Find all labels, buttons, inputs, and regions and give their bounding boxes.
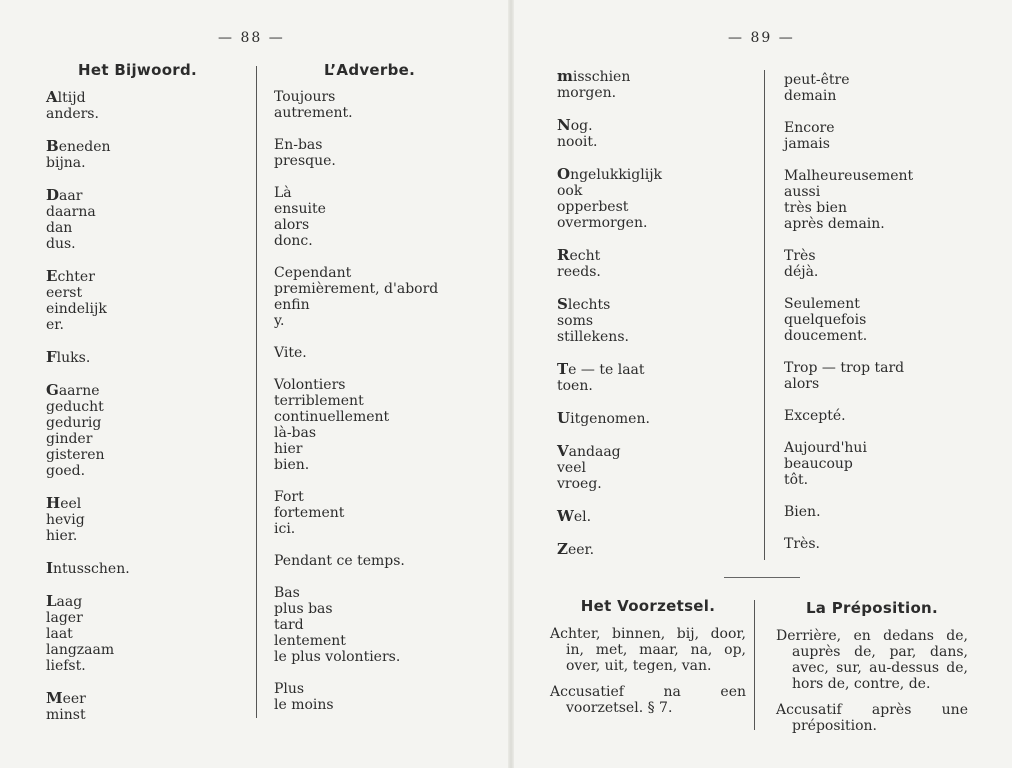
page-number-left: — 88 — — [218, 30, 285, 46]
word-group — [274, 553, 494, 569]
word-entry: fortement — [274, 505, 345, 521]
word-entry: overmorgen. — [557, 215, 648, 231]
word-group — [784, 440, 994, 488]
word-group — [274, 265, 494, 329]
word-entry: Meer — [46, 689, 86, 707]
word-entry: beaucoup — [784, 456, 853, 472]
word-entry: demain — [784, 88, 837, 104]
word-entry: Bas — [274, 585, 300, 601]
word-entry: peut-être — [784, 72, 850, 88]
word-entry: minst — [46, 707, 86, 723]
word-entry: stillekens. — [557, 329, 629, 345]
word-group — [784, 248, 994, 280]
word-entry: gisteren — [46, 447, 105, 463]
word-entry: Slechts — [557, 295, 611, 313]
word-entry: ici. — [274, 521, 296, 537]
word-entry: Seulement — [784, 296, 860, 312]
word-entry: presque. — [274, 153, 336, 169]
word-group — [274, 681, 494, 713]
word-entry: Toujours — [274, 89, 336, 105]
word-entry: le moins — [274, 697, 334, 713]
page-number-right: — 89 — — [728, 30, 795, 46]
word-entry: hier. — [46, 528, 78, 544]
word-entry: Gaarne — [46, 381, 100, 399]
preposition-note: Accusatief na een voorzetsel. § 7. — [550, 684, 746, 716]
word-group — [274, 137, 494, 169]
word-entry: vroeg. — [557, 476, 602, 492]
word-entry: hevig — [46, 512, 85, 528]
preposition-list: Achter, binnen, bij, door, in, met, maar, na, op, over, uit, tegen, van. — [550, 626, 746, 674]
word-group — [46, 187, 236, 252]
word-entry: laat — [46, 626, 73, 642]
word-entry: gedurig — [46, 415, 102, 431]
word-entry: eerst — [46, 285, 83, 301]
word-entry: tôt. — [784, 472, 809, 488]
word-entry: Nog. — [557, 116, 593, 134]
word-entry: lager — [46, 610, 83, 626]
word-group — [784, 504, 994, 520]
word-entry: premièrement, d'abord — [274, 281, 439, 297]
word-entry: quelquefois — [784, 312, 867, 328]
word-group — [557, 410, 747, 427]
word-entry: Encore — [784, 120, 835, 136]
word-entry: geducht — [46, 399, 104, 415]
word-entry: Très. — [784, 536, 820, 552]
dutch-adverb-column-continued — [557, 68, 747, 574]
word-group — [46, 690, 236, 723]
word-entry: déjà. — [784, 264, 819, 280]
word-entry: très bien — [784, 200, 847, 216]
word-entry: Te — te laat — [557, 360, 645, 378]
word-entry: Laag — [46, 592, 83, 610]
word-entry: eindelijk — [46, 301, 107, 317]
word-entry: Beneden — [46, 137, 111, 155]
word-entry: bien. — [274, 457, 310, 473]
word-group — [784, 408, 994, 424]
dutch-preposition-section — [550, 598, 746, 726]
word-entry: Excepté. — [784, 408, 846, 424]
word-entry: enfin — [274, 297, 310, 313]
word-entry: Plus — [274, 681, 305, 697]
column-divider — [754, 600, 755, 730]
word-group — [46, 89, 236, 122]
word-entry: misschien — [557, 67, 631, 85]
word-group — [46, 268, 236, 333]
word-group — [46, 495, 236, 544]
word-group — [784, 536, 994, 552]
word-group — [557, 361, 747, 394]
word-entry: autrement. — [274, 105, 353, 121]
word-entry: lentement — [274, 633, 346, 649]
word-group — [784, 296, 994, 344]
word-group — [274, 185, 494, 249]
word-entry: y. — [274, 313, 285, 329]
word-entry: Bien. — [784, 504, 821, 520]
word-entry: Fort — [274, 489, 304, 505]
word-entry: ook — [557, 183, 583, 199]
column-divider — [256, 66, 257, 718]
word-group — [46, 593, 236, 674]
word-entry: Daar — [46, 186, 83, 204]
word-entry: continuellement — [274, 409, 390, 425]
column-heading: Het Bijwoord. — [78, 61, 198, 79]
french-adverb-column-continued — [784, 72, 994, 568]
dutch-adverb-column — [46, 62, 236, 739]
word-group — [557, 443, 747, 492]
word-entry: liefst. — [46, 658, 86, 674]
word-entry: alors — [784, 376, 820, 392]
word-entry: Vite. — [274, 345, 307, 361]
preposition-list: Derrière, en dedans de, auprès de, par, dans, avec, sur, au-dessus de, hors de, contre, de. — [776, 628, 968, 692]
french-preposition-section — [776, 600, 968, 744]
word-group — [274, 345, 494, 361]
word-entry: daarna — [46, 204, 96, 220]
word-entry: plus bas — [274, 601, 333, 617]
word-group — [557, 166, 747, 231]
word-entry: Ongelukkiglijk — [557, 165, 663, 183]
word-entry: donc. — [274, 233, 313, 249]
word-entry: veel — [557, 460, 586, 476]
word-entry: Intusschen. — [46, 559, 130, 577]
word-entry: Pendant ce temps. — [274, 553, 405, 569]
section-separator — [724, 577, 800, 578]
word-group — [557, 508, 747, 525]
word-entry: Volontiers — [274, 377, 346, 393]
french-adverb-column — [274, 62, 494, 729]
word-group — [274, 377, 494, 473]
word-entry: toen. — [557, 378, 593, 394]
word-entry: aussi — [784, 184, 821, 200]
word-entry: Malheureusement — [784, 168, 914, 184]
word-entry: soms — [557, 313, 594, 329]
word-entry: ensuite — [274, 201, 326, 217]
word-entry: bijna. — [46, 155, 86, 171]
word-entry: Uitgenomen. — [557, 409, 650, 427]
word-entry: reeds. — [557, 264, 601, 280]
word-entry: nooit. — [557, 134, 598, 150]
word-group — [274, 585, 494, 665]
word-entry: après demain. — [784, 216, 885, 232]
word-entry: Heel — [46, 494, 82, 512]
word-group — [557, 68, 747, 101]
word-entry: Très — [784, 248, 816, 264]
word-entry: Là — [274, 185, 292, 201]
word-entry: er. — [46, 317, 64, 333]
word-group — [46, 138, 236, 171]
word-group — [784, 72, 994, 104]
word-entry: tard — [274, 617, 304, 633]
word-group — [557, 247, 747, 280]
preposition-note: Accusatif après une préposition. — [776, 702, 968, 734]
word-group — [46, 560, 236, 577]
word-entry: dan — [46, 220, 73, 236]
word-entry: terriblement — [274, 393, 364, 409]
word-entry: Vandaag — [557, 442, 621, 460]
word-group — [274, 89, 494, 121]
word-group — [557, 541, 747, 558]
word-group — [784, 360, 994, 392]
word-group — [46, 382, 236, 479]
word-entry: Fluks. — [46, 348, 91, 366]
word-entry: goed. — [46, 463, 86, 479]
word-entry: ginder — [46, 431, 93, 447]
word-entry: Altijd — [46, 88, 86, 106]
section-heading: La Préposition. — [805, 599, 939, 617]
word-entry: En-bas — [274, 137, 323, 153]
section-heading: Het Voorzetsel. — [580, 597, 716, 615]
word-entry: le plus volontiers. — [274, 649, 401, 665]
column-divider — [764, 70, 765, 560]
word-entry: hier — [274, 441, 303, 457]
word-group — [557, 296, 747, 345]
word-group — [274, 489, 494, 537]
word-entry: là-bas — [274, 425, 317, 441]
word-entry: Echter — [46, 267, 95, 285]
word-entry: dus. — [46, 236, 76, 252]
word-group — [46, 349, 236, 366]
word-entry: doucement. — [784, 328, 868, 344]
word-entry: Cependant — [274, 265, 352, 281]
word-entry: Recht — [557, 246, 601, 264]
word-entry: langzaam — [46, 642, 115, 658]
word-group — [557, 117, 747, 150]
word-entry: opperbest — [557, 199, 629, 215]
word-entry: Zeer. — [557, 540, 595, 558]
word-entry: Trop — trop tard — [784, 360, 905, 376]
word-group — [784, 168, 994, 232]
word-entry: alors — [274, 217, 310, 233]
word-entry: Wel. — [557, 507, 592, 525]
word-entry: morgen. — [557, 85, 617, 101]
word-group — [784, 120, 994, 152]
column-heading: L’Adverbe. — [324, 61, 416, 79]
right-page — [506, 0, 1012, 768]
word-entry: jamais — [784, 136, 830, 152]
word-entry: anders. — [46, 106, 99, 122]
word-entry: Aujourd'hui — [784, 440, 867, 456]
